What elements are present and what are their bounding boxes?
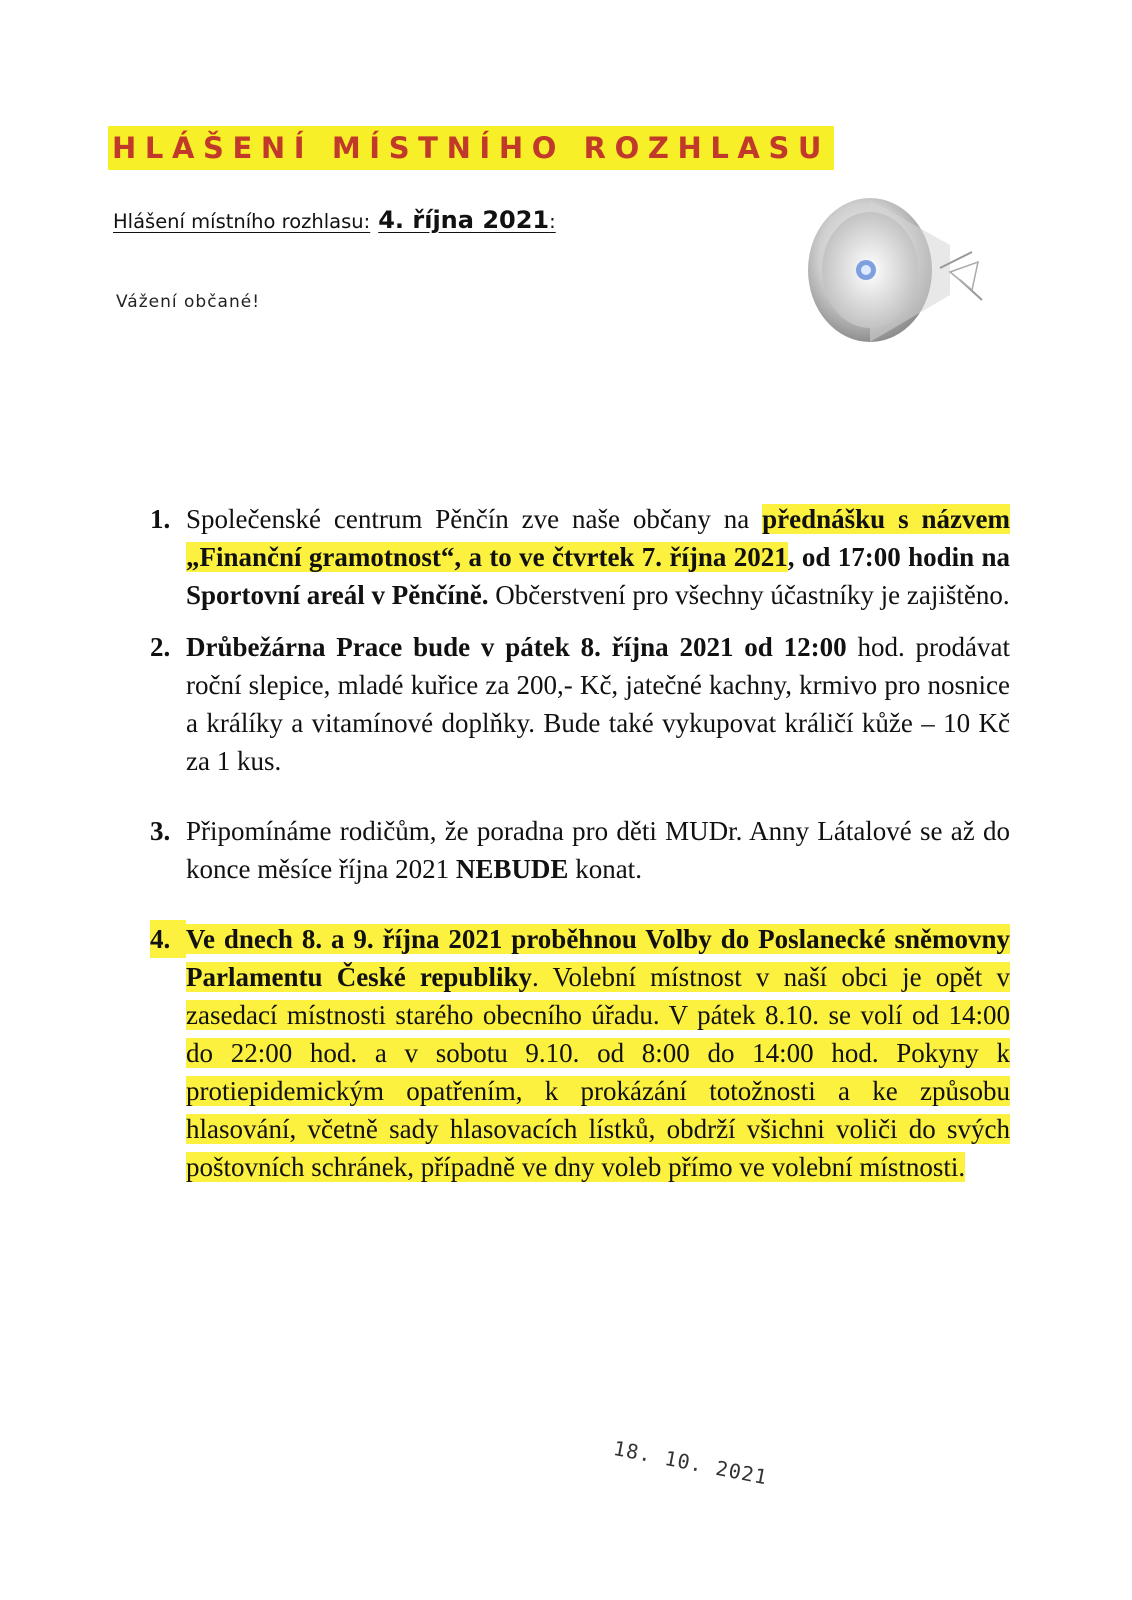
item-number: 1.: [150, 504, 171, 534]
announcement-list: [150, 500, 1010, 1200]
item-text: Společenské centrum Pěnčín zve naše občany na přednášku s názvem „Finanční gramotnost“, a to ve čtvrtek 7. října 2021, od 17:00 hodin na Sportovní areál v Pěnčíně. Občerstvení pro všechny účastníky je zajištěno.: [186, 504, 1010, 610]
item-number: 3.: [150, 816, 171, 846]
announcement-label: Hlášení místního rozhlasu:: [113, 210, 371, 233]
item-text: Drůbežárna Prace bude v pátek 8. října 2021 od 12:00 hod. prodávat roční slepice, mladé kuřice za 200,- Kč, jatečné kachny, krmivo pro nosnice a králíky a vitamínové doplňky. Bude také vykupovat králičí kůže – 10 Kč za 1 kus.: [186, 632, 1010, 776]
item-number: 2.: [150, 632, 171, 662]
highlighted-text: přednášku s názvem „Finanční gramotnost“, a to ve čtvrtek 7. října 2021: [186, 504, 1010, 572]
greeting: Vážení občané!: [116, 292, 261, 312]
announcement-date-line: [113, 206, 556, 234]
megaphone-icon: [800, 190, 1000, 390]
highlighted-text: Ve dnech 8. a 9. října 2021 proběhnou Volby do Poslanecké sněmovny Parlamentu České republiky: [186, 924, 1010, 992]
item-text: [186, 920, 1010, 1186]
list-item: [150, 628, 1010, 780]
highlighted-text: . Volební místnost v naší obci je opět v zasedací místnosti starého obecního úřadu. V pátek 8.10. se volí od 14:00 do 22:00 hod. a v sobotu 9.10. od 8:00 do 14:00 hod. Pokyny k protiepidemickým opatřením, k prokázání totožnosti a ke způsobu hlasování, včetně sady hlasovacích lístků, obdrží všichni voliči do svých poštovních schránek, případně ve dny voleb přímo ve volební místnosti.: [186, 962, 1010, 1182]
list-item: [150, 920, 1010, 1186]
item-text: Připomínáme rodičům, že poradna pro děti MUDr. Anny Látalové se až do konce měsíce října 2021 NEBUDE konat.: [186, 816, 1010, 884]
list-item: [150, 812, 1010, 888]
received-date-stamp: 18. 10. 2021: [611, 1436, 770, 1490]
list-item: [150, 500, 1010, 614]
announcement-date: 4. října 2021: [378, 206, 550, 234]
announcement-colon: :: [549, 210, 556, 233]
page-title: HLÁŠENÍ MÍSTNÍHO ROZHLASU: [108, 126, 834, 170]
item-number: 4.: [150, 920, 186, 958]
